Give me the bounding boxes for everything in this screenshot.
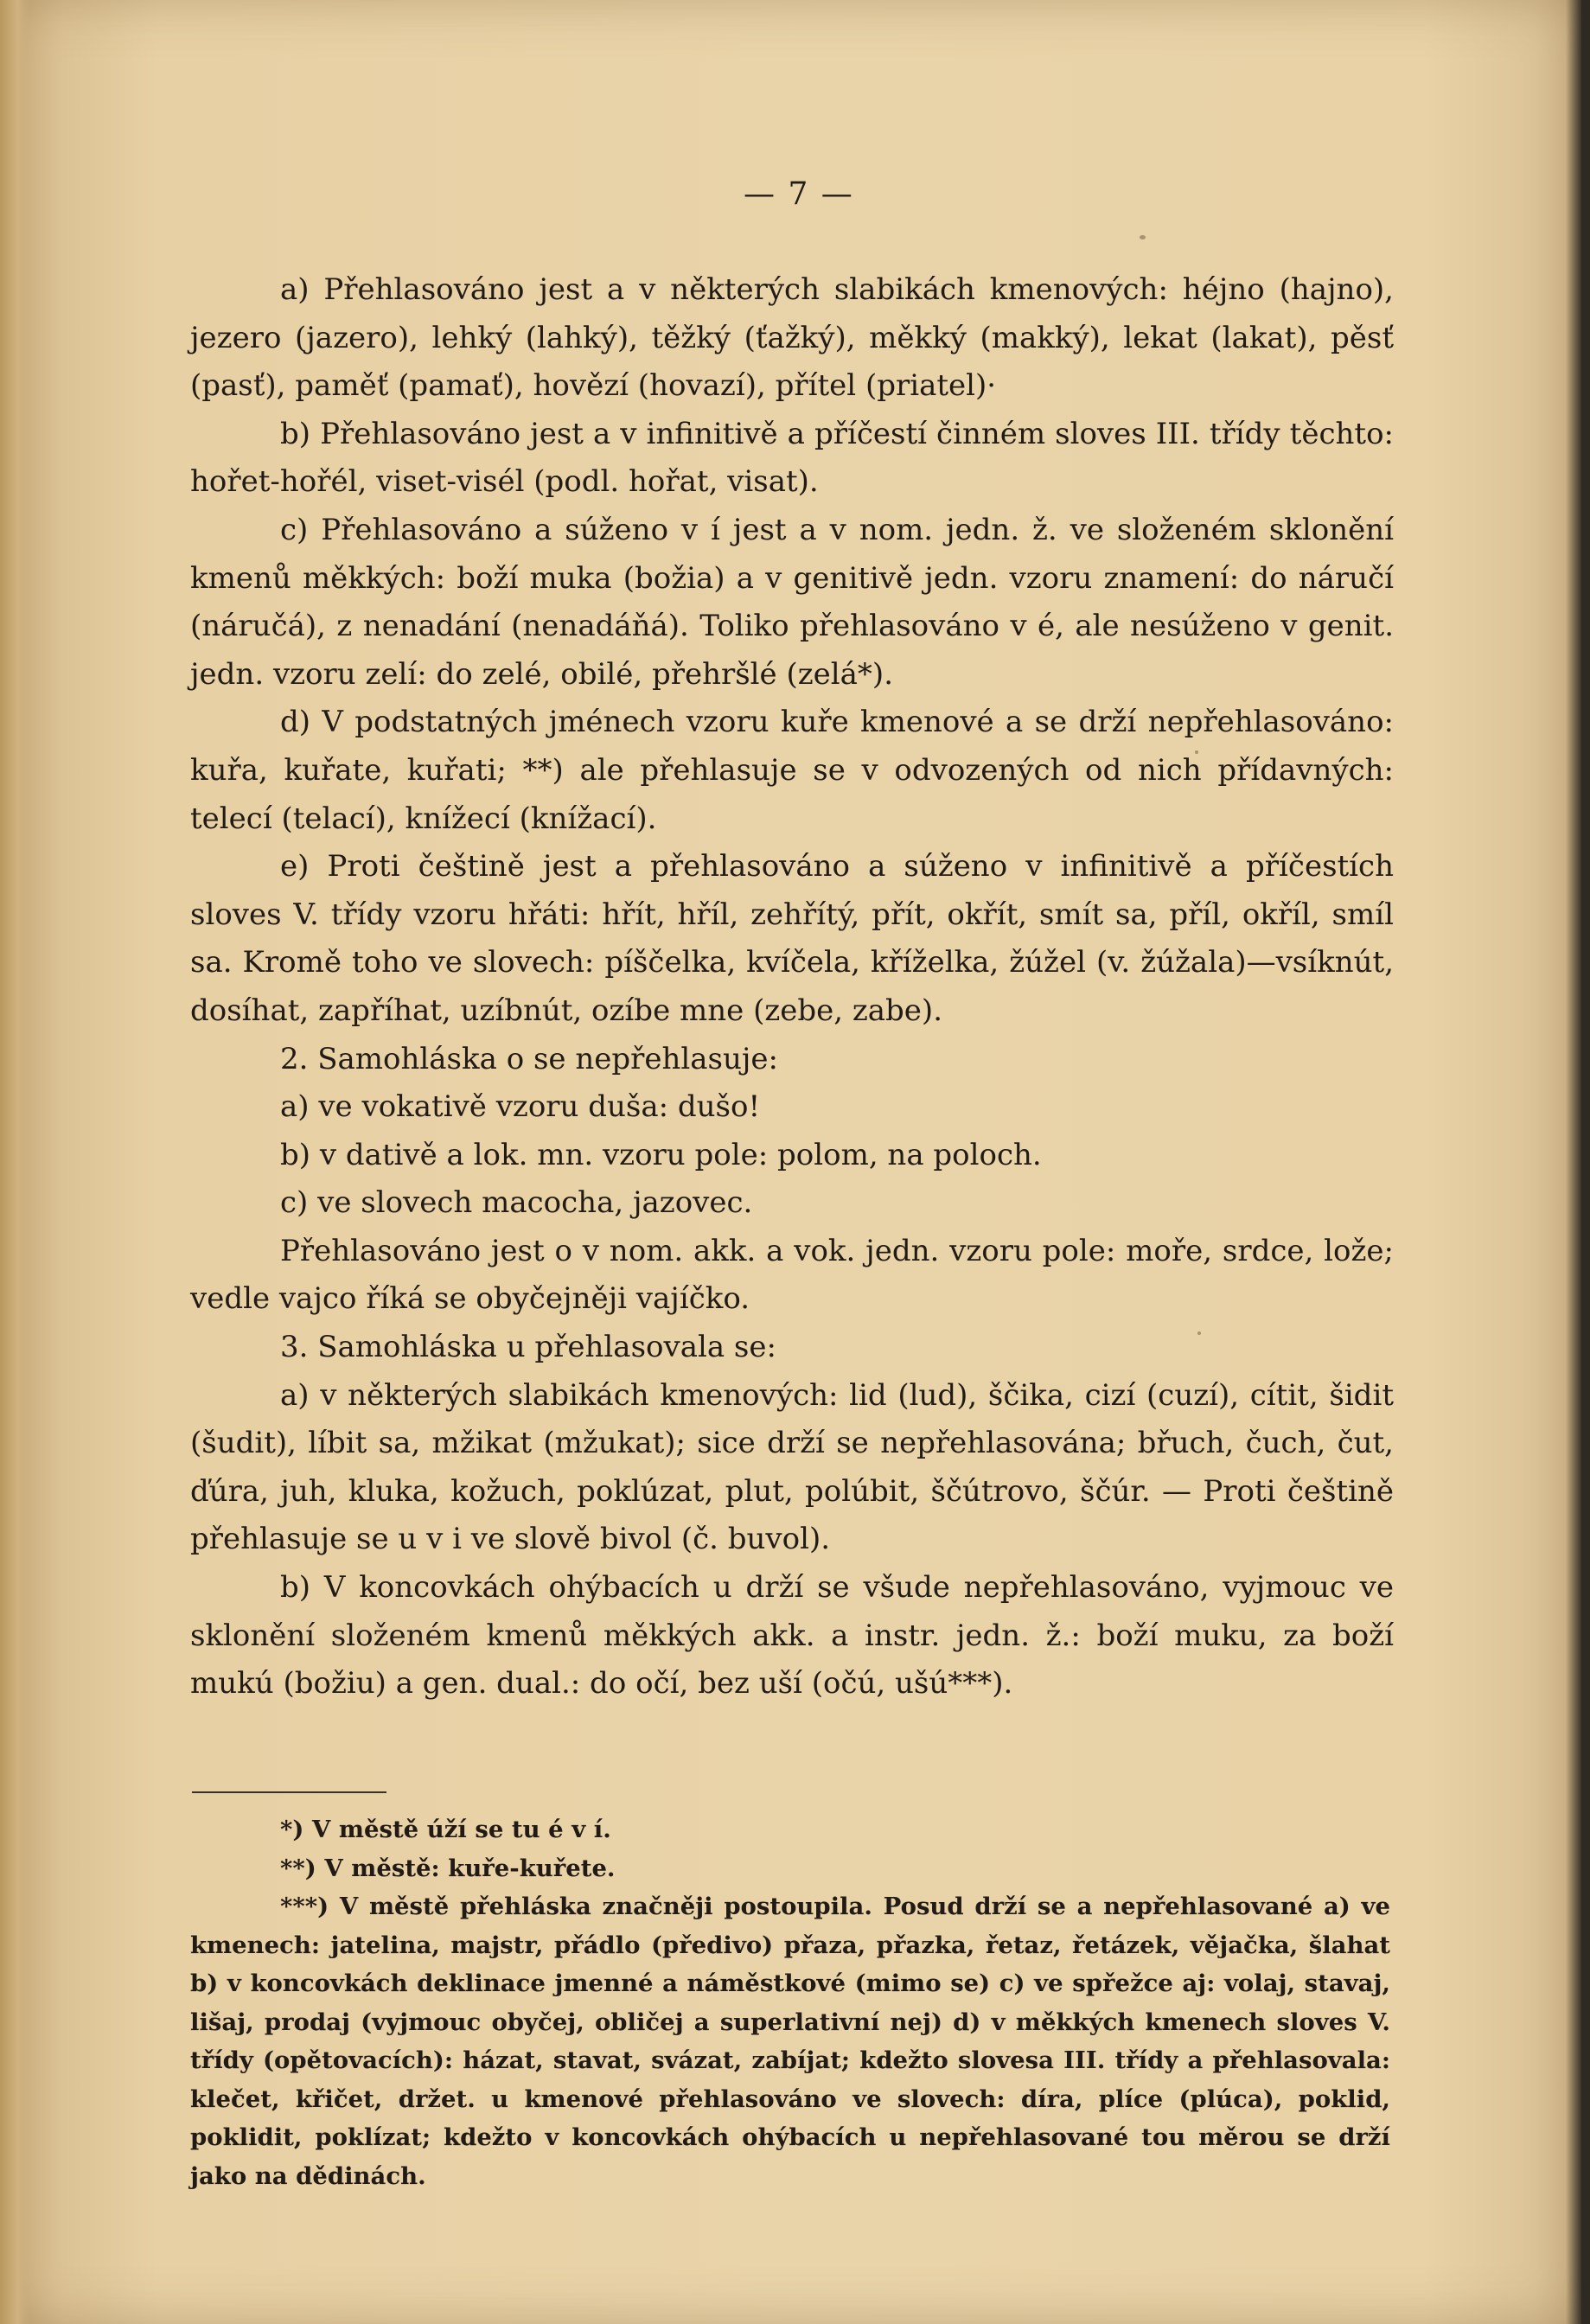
footnote-3: ***) V městě přehláska značněji postoupila. Posud drží se a nepřehlasované a) ve kmenech: jatelina, majstr, přádlo (předivo) přaza, přazka, řetaz, řetázek, věјačka, šlahat b) v koncovkách deklinace jmenné a náměstkové (mimo se) c) ve spřežce aj: volaj, stavaj, lišaj, prodaj (vyjmouc obyčej, obličej a superlativní nej) d) v měkkých kmenech sloves V. třídy (opětovacích): házat, stavat, svázat, zabíjat; kdežto slovesa III. třídy a přehlasovala: klečet, křičet, držet. u kmenové přehlasováno ve slovech: díra, plíce (plúca), poklid, poklidit, poklízat; kdežto v koncovkách ohýbacích u nepřehlasované tou měrou se drží jako na dědinách.	[190, 1893, 1390, 2190]
paragraph-3a: a) v některých slabikách kmenových: lid (lud), ščika, cizí (cuzí), cítit, šidit (šudit), líbit sa, mžikat (mžukat); sice drží se nepřehlasována; břuch, čuch, čut, ďúra, juh, kluka, kožuch, poklúzat, plut, polúbit, ščútrovo, ščúr. — Proti češtině přehlasuje se u v i ve slově bivol (č. buvol).	[190, 1377, 1394, 1557]
paper-speck	[1140, 235, 1146, 239]
paragraph-1e: e) Proti češtině jest a přehlasováno a súženo v infinitivě a příčestích sloves V. třídy vzoru hřáti: hřít, hříl, zehřítý, přít, okřít, smít sa, příl, okříl, smíl sa. Kromě toho ve slovech: píščelka, kvíčela, kříželka, žúžel (v. žúžala)—vsíknút, dosíhat, zapříhat, uzíbnút, ozíbe mne (zebe, zabe).	[190, 849, 1394, 1028]
paragraph-3b: b) V koncovkách ohýbacích u drží se všude nepřehlasováno, vyjmouc ve sklonění složeném kmenů měkkých akk. a instr. jedn. ž.: boží muku, za boží mukú (božiu) a gen. dual.: do očí, bez uší (očú, ušú***).	[190, 1570, 1394, 1702]
paragraph-2b: b) v dativě a lok. mn. vzoru pole: polom, na poloch.	[280, 1137, 1042, 1172]
page-number: — 7 —	[744, 176, 854, 212]
footnote-divider	[192, 1791, 386, 1793]
footnote-1: *) V městě úží se tu é v í.	[280, 1816, 611, 1843]
paragraph-2-note: Přehlasováno jest o v nom. akk. a vok. jedn. vzoru pole: moře, srdce, lože; vedle vajco říká se obyčejněji vajíčko.	[190, 1233, 1394, 1317]
main-text	[190, 266, 1394, 1708]
paragraph-1c: c) Přehlasováno a súženo v í jest a v nom. jedn. ž. ve složeném sklonění kmenů měkkých: boží muka (božia) a v genitivě jedn. vzoru znamení: do náručí (náručá), z nenadání (nenadáňá). Toliko přehlasováno v é, ale nesúženo v genit. jedn. vzoru zelí: do zelé, obilé, přehršlé (zelá*).	[190, 512, 1394, 692]
paragraph-1a: a) Přehlasováno jest a v některých slabikách kmenových: héjno (hajno), jezero (jazero), lehký (lahký), těžký (ťažký), měkký (makký), lekat (lakat), pěsť (pasť), paměť (pamať), hovězí (hovazí), přítel (priatel)·	[190, 272, 1394, 404]
section-3-heading: 3. Samohláska u přehlasovala se:	[280, 1330, 776, 1365]
paragraph-1d: d) V podstatných jménech vzoru kuře kmenové a se drží nepřehlasováno: kuřa, kuřate, kuřati; **) ale přehlasuje se v odvozených od nich přídavných: telecí (telací), knížecí (knížací).	[190, 705, 1394, 836]
page-outer-edge	[1566, 0, 1581, 2324]
paragraph-1b: b) Přehlasováno jest a v infinitivě a příčestí činném sloves III. třídy těchto: hořet-hořél, viset-visél (podl. hořat, visat).	[190, 416, 1394, 500]
footnotes	[190, 1810, 1390, 2195]
paragraph-2a: a) ve vokativě vzoru duša: dušo!	[280, 1089, 761, 1125]
footnote-2: **) V městě: kuře-kuřete.	[280, 1854, 616, 1882]
section-2-heading: 2. Samohláska o se nepřehlasuje:	[280, 1041, 779, 1076]
paragraph-2c: c) ve slovech macocha, jazovec.	[280, 1185, 753, 1221]
page-binding-edge	[0, 0, 29, 2324]
